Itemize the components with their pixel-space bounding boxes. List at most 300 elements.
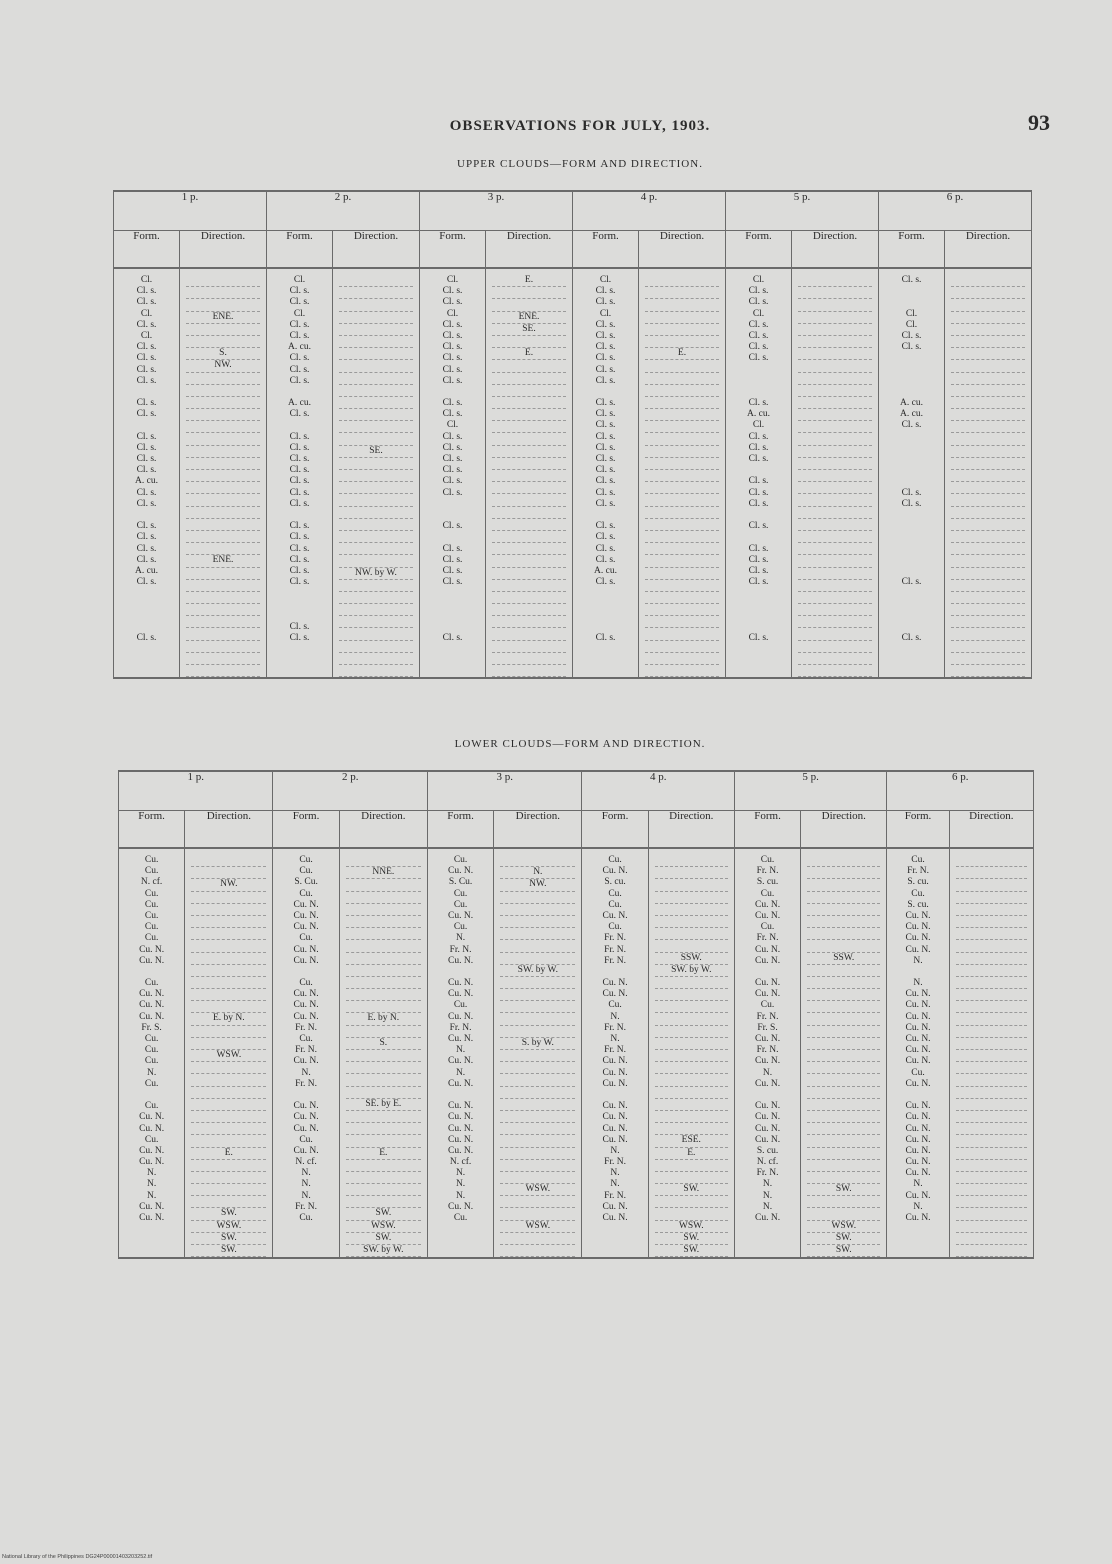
direction-entry — [339, 433, 413, 445]
direction-entry — [191, 989, 266, 1001]
form-entry: Cl. — [599, 308, 612, 319]
direction-entry — [346, 1074, 421, 1086]
direction-entry — [500, 1074, 575, 1086]
lower-form-column — [734, 848, 800, 1258]
form-entry: Cu. N. — [905, 1101, 931, 1112]
direction-entry — [191, 953, 266, 965]
form-entry: Cu. N. — [448, 989, 474, 1000]
direction-entry — [645, 628, 719, 640]
form-entry: Cl. — [293, 308, 306, 319]
direction-entry: SW. — [655, 1245, 728, 1257]
direction-entry — [500, 1001, 575, 1013]
direction-entry — [951, 312, 1025, 324]
direction-entry — [492, 604, 566, 616]
form-entry: A. cu. — [747, 409, 770, 420]
direction-entry — [807, 928, 880, 940]
form-entry: Cu. — [144, 933, 159, 944]
direction-entry — [956, 965, 1027, 977]
form-entry: Cl. s. — [442, 465, 463, 476]
direction-entry — [191, 1026, 266, 1038]
direction-entry — [951, 665, 1025, 677]
form-entry: Cl. — [293, 275, 306, 285]
direction-entry — [339, 482, 413, 494]
form-entry: Cl. s. — [442, 431, 463, 442]
direction-entry — [191, 1074, 266, 1086]
form-entry: Cl. s. — [595, 409, 616, 420]
direction-entry — [191, 1184, 266, 1196]
direction-entry — [186, 494, 260, 506]
form-entry: Cu. N. — [448, 1101, 474, 1112]
form-entry: Cl. s. — [289, 297, 310, 308]
direction-entry — [500, 1245, 575, 1257]
direction-entry — [346, 1135, 421, 1147]
direction-entry — [798, 470, 872, 482]
direction-entry — [655, 1123, 728, 1135]
form-entry: Cu. N. — [755, 989, 781, 1000]
direction-entry — [807, 1013, 880, 1025]
direction-entry — [645, 409, 719, 421]
direction-entry — [500, 1123, 575, 1135]
direction-entry — [645, 397, 719, 409]
form-entry: Cl. s. — [289, 454, 310, 464]
form-entry: N. — [610, 1168, 620, 1179]
direction-entry — [346, 1026, 421, 1038]
form-entry: Cu. N. — [139, 1123, 165, 1134]
direction-entry — [951, 507, 1025, 519]
direction-entry — [655, 1196, 728, 1208]
form-entry: Cu. — [144, 922, 159, 933]
direction-entry — [186, 458, 260, 470]
form-entry: Cu. — [144, 910, 159, 921]
form-entry: Cl. s. — [748, 476, 769, 487]
form-header: Form. — [114, 231, 180, 269]
form-entry: Cl. s. — [289, 465, 310, 476]
form-entry: Cl. s. — [136, 286, 157, 297]
direction-entry: E. — [346, 1148, 421, 1160]
form-entry: Cu. N. — [905, 1045, 931, 1056]
direction-entry — [339, 494, 413, 506]
direction-entry — [956, 1148, 1027, 1160]
form-entry: Cu. N. — [905, 1157, 931, 1168]
direction-entry — [956, 1135, 1027, 1147]
form-entry: Cl. s. — [289, 521, 310, 532]
form-entry: Fr. N. — [449, 944, 472, 955]
direction-entry — [645, 592, 719, 604]
upper-form-column — [573, 268, 639, 678]
form-entry: Cu. N. — [755, 1213, 781, 1223]
direction-entry — [655, 916, 728, 928]
direction-entry — [798, 507, 872, 519]
form-entry: S. cu. — [907, 899, 929, 910]
direction-entry — [951, 299, 1025, 311]
direction-entry — [645, 312, 719, 324]
direction-entry: WSW. — [191, 1221, 266, 1233]
form-entry: Cu. N. — [448, 955, 474, 966]
direction-entry — [956, 1111, 1027, 1123]
form-entry: Cl. s. — [136, 577, 157, 588]
direction-entry — [807, 1087, 880, 1099]
direction-entry — [807, 867, 880, 879]
form-entry: Cu. N. — [293, 1056, 319, 1067]
form-entry: Fr. N. — [756, 1045, 779, 1056]
direction-entry — [500, 989, 575, 1001]
direction-entry — [798, 580, 872, 592]
form-entry: N. — [146, 1190, 157, 1201]
direction-entry — [807, 1001, 880, 1013]
form-entry: Cl. s. — [595, 353, 616, 364]
direction-entry — [492, 433, 566, 445]
direction-entry — [655, 879, 728, 891]
form-entry — [114, 611, 179, 622]
form-entry: Cl. s. — [289, 353, 310, 364]
form-entry: Fr. N. — [604, 933, 627, 944]
form-entry: Cl. s. — [289, 532, 310, 543]
direction-entry — [346, 977, 421, 989]
form-entry — [726, 622, 791, 633]
form-entry — [726, 387, 791, 398]
upper-hour-row — [114, 191, 1032, 231]
form-entry — [879, 611, 944, 622]
form-entry: Cl. — [752, 275, 765, 285]
form-entry — [726, 376, 791, 387]
direction-entry — [339, 409, 413, 421]
direction-entry — [346, 1196, 421, 1208]
form-entry — [879, 443, 944, 454]
form-entry: Cu. — [608, 922, 622, 933]
direction-entry — [956, 928, 1027, 940]
direction-entry — [186, 653, 260, 665]
upper-clouds-table — [113, 190, 1032, 679]
lower-hour-1p: 1 p. — [119, 771, 273, 811]
form-entry: Cl. s. — [442, 398, 463, 409]
direction-entry — [798, 433, 872, 445]
form-entry: Cu. — [608, 1000, 622, 1011]
form-entry: Cl. s. — [136, 543, 157, 554]
direction-entry — [645, 531, 719, 543]
form-entry: Cl. s. — [136, 442, 157, 453]
direction-entry: SW. — [346, 1233, 421, 1245]
form-entry: Cl. s. — [748, 565, 769, 576]
form-entry: Cu. — [299, 888, 313, 899]
form-entry: N. — [762, 1201, 773, 1212]
direction-entry — [951, 397, 1025, 409]
direction-entry — [798, 397, 872, 409]
direction-entry — [500, 977, 575, 989]
direction-entry: SW. — [191, 1233, 266, 1245]
form-entry — [573, 588, 638, 599]
direction-entry — [645, 494, 719, 506]
form-entry — [420, 588, 485, 599]
direction-entry — [645, 482, 719, 494]
direction-entry — [492, 555, 566, 567]
direction-entry — [951, 616, 1025, 628]
direction-entry — [807, 855, 880, 867]
direction-entry — [339, 519, 413, 531]
form-entry: Cl. s. — [442, 442, 463, 453]
form-entry: Cl. s. — [748, 554, 769, 565]
lower-form-column — [582, 848, 648, 1258]
form-entry: Cl. s. — [901, 577, 922, 588]
lower-direction-column — [949, 848, 1033, 1258]
form-entry: Cl. s. — [901, 633, 922, 643]
direction-entry — [492, 507, 566, 519]
direction-entry — [500, 1135, 575, 1147]
direction-entry — [186, 543, 260, 555]
form-entry: Cu. — [144, 1056, 159, 1067]
form-entry — [273, 967, 338, 978]
form-entry: Cu. N. — [755, 978, 781, 989]
form-entry: Cu. N. — [602, 1101, 628, 1112]
form-entry: Cu. — [760, 922, 775, 933]
form-entry: Cl. s. — [136, 353, 157, 364]
direction-entry — [655, 1111, 728, 1123]
form-entry: Fr. S. — [141, 1022, 162, 1033]
form-entry: Cu. — [144, 888, 159, 899]
upper-direction-column — [945, 268, 1032, 678]
form-entry — [573, 622, 638, 633]
form-entry: Cl. s. — [595, 364, 616, 375]
form-entry: Cl. s. — [595, 633, 616, 643]
form-entry — [428, 1090, 493, 1101]
form-entry: Cu. — [299, 933, 313, 944]
direction-entry — [807, 1038, 880, 1050]
direction-entry: SW. — [807, 1233, 880, 1245]
form-entry: Cl. s. — [748, 398, 769, 409]
lower-hour-row — [119, 771, 1034, 811]
form-entry: Cu. — [453, 922, 468, 933]
direction-entry — [500, 940, 575, 952]
direction-entry: WSW. — [500, 1184, 575, 1196]
direction-entry — [339, 348, 413, 360]
direction-entry — [186, 592, 260, 604]
form-entry — [267, 510, 332, 521]
direction-entry — [500, 1099, 575, 1111]
form-entry: Cl. s. — [595, 420, 616, 431]
direction-entry: SW. — [346, 1208, 421, 1220]
direction-entry — [956, 1208, 1027, 1220]
form-entry — [879, 432, 944, 443]
form-entry: Cl. s. — [595, 498, 616, 509]
direction-entry — [798, 653, 872, 665]
direction-entry — [645, 507, 719, 519]
form-entry: Cu. — [144, 1101, 159, 1112]
direction-entry — [346, 1123, 421, 1135]
direction-entry: SW. — [655, 1233, 728, 1245]
direction-entry: WSW. — [655, 1221, 728, 1233]
form-entry — [879, 365, 944, 376]
direction-entry — [492, 385, 566, 397]
direction-entry — [500, 1062, 575, 1074]
direction-entry — [191, 867, 266, 879]
direction-header: Direction. — [949, 811, 1033, 849]
form-entry: Cu. — [299, 1134, 313, 1145]
direction-entry — [339, 555, 413, 567]
direction-entry — [339, 299, 413, 311]
form-entry: Cl. s. — [289, 409, 310, 420]
direction-entry: WSW. — [191, 1050, 266, 1062]
direction-entry — [951, 604, 1025, 616]
direction-entry — [807, 1099, 880, 1111]
form-entry: Cu. — [144, 1078, 159, 1089]
direction-entry — [655, 1087, 728, 1099]
direction-entry — [339, 470, 413, 482]
form-entry — [573, 510, 638, 521]
direction-entry — [956, 892, 1027, 904]
direction-entry — [191, 892, 266, 904]
direction-entry — [951, 470, 1025, 482]
form-entry: Cl. s. — [595, 521, 616, 532]
form-entry — [887, 967, 948, 978]
upper-hour-1p: 1 p. — [114, 191, 267, 231]
direction-entry — [807, 1111, 880, 1123]
form-entry: Cl. s. — [595, 465, 616, 476]
form-entry: Cu. N. — [448, 978, 474, 989]
form-entry: Cl. s. — [595, 543, 616, 554]
form-entry — [573, 599, 638, 610]
form-entry: Cu. — [911, 1067, 925, 1078]
form-entry: Cl. s. — [136, 487, 157, 498]
lower-form-column — [887, 848, 949, 1258]
form-entry — [879, 376, 944, 387]
direction-entry — [798, 287, 872, 299]
form-entry: N. — [610, 1145, 620, 1156]
form-entry: Cl. s. — [595, 297, 616, 308]
direction-entry — [191, 928, 266, 940]
direction-entry — [807, 1160, 880, 1172]
direction-entry — [655, 1050, 728, 1062]
form-entry: Cl. s. — [136, 398, 157, 409]
upper-hour-3p: 3 p. — [420, 191, 573, 231]
direction-entry — [500, 953, 575, 965]
direction-entry — [346, 1087, 421, 1099]
direction-entry — [500, 1111, 575, 1123]
form-entry: Cu. N. — [905, 1123, 931, 1134]
direction-entry — [655, 1062, 728, 1074]
form-entry: Cl. s. — [442, 577, 463, 588]
direction-entry — [500, 1196, 575, 1208]
form-entry: Cu. — [144, 1034, 159, 1044]
direction-entry — [951, 373, 1025, 385]
direction-entry — [807, 1135, 880, 1147]
form-entry: Cu. N. — [448, 1134, 474, 1145]
form-entry — [879, 297, 944, 308]
direction-entry — [500, 1172, 575, 1184]
direction-entry — [191, 1123, 266, 1135]
form-header: Form. — [273, 811, 339, 849]
direction-entry — [655, 989, 728, 1001]
direction-entry — [807, 1026, 880, 1038]
form-entry: N. — [455, 933, 466, 944]
form-entry: Cl. s. — [901, 275, 922, 285]
direction-entry: WSW. — [500, 1221, 575, 1233]
form-entry: N. — [762, 1179, 773, 1190]
form-entry: Cu. — [299, 855, 313, 865]
direction-entry: SSW. — [655, 953, 728, 965]
direction-entry — [186, 604, 260, 616]
form-entry: Cl. s. — [442, 454, 463, 464]
direction-entry — [798, 409, 872, 421]
direction-entry — [798, 360, 872, 372]
form-entry: Fr. N. — [604, 955, 627, 966]
direction-entry — [951, 653, 1025, 665]
direction-entry — [492, 446, 566, 458]
direction-entry: E. — [492, 348, 566, 360]
form-entry: Cu. N. — [139, 1112, 165, 1123]
direction-entry — [951, 592, 1025, 604]
direction-entry — [339, 324, 413, 336]
direction-entry — [655, 1208, 728, 1220]
form-entry: Cl. s. — [136, 431, 157, 442]
direction-entry — [956, 1050, 1027, 1062]
form-entry — [879, 286, 944, 297]
direction-entry — [798, 592, 872, 604]
form-entry: Cl. s. — [442, 353, 463, 364]
form-entry: S. cu. — [604, 877, 626, 888]
form-entry — [573, 387, 638, 398]
form-entry: Cl. s. — [289, 487, 310, 498]
direction-entry — [798, 312, 872, 324]
direction-entry — [956, 1233, 1027, 1245]
form-entry: Cu. N. — [905, 989, 931, 1000]
form-entry: Fr. N. — [756, 933, 779, 944]
form-entry: Cl. — [905, 308, 918, 319]
form-entry: Cl. — [140, 275, 153, 285]
form-entry: Cl. s. — [595, 342, 616, 353]
direction-entry — [492, 373, 566, 385]
form-entry — [726, 532, 791, 543]
form-entry: Cl. s. — [136, 521, 157, 532]
form-entry: Cu. N. — [755, 1034, 781, 1044]
direction-entry — [951, 531, 1025, 543]
direction-entry — [191, 1001, 266, 1013]
form-entry: Cu. N. — [293, 899, 319, 910]
form-entry: N. — [455, 1179, 466, 1190]
form-entry — [114, 387, 179, 398]
form-entry: Cu. N. — [139, 1157, 165, 1168]
upper-direction-column — [180, 268, 267, 678]
form-entry: Cu. — [144, 1045, 159, 1056]
form-entry: N. — [455, 1190, 466, 1201]
direction-entry: E. — [655, 1148, 728, 1160]
form-entry: N. — [301, 1168, 311, 1179]
direction-entry — [346, 989, 421, 1001]
form-entry — [879, 465, 944, 476]
form-header: Form. — [887, 811, 949, 849]
direction-entry — [655, 1038, 728, 1050]
upper-hour-4p: 4 p. — [573, 191, 726, 231]
direction-entry — [645, 616, 719, 628]
direction-entry — [500, 928, 575, 940]
direction-entry — [492, 409, 566, 421]
form-entry: N. — [762, 1190, 773, 1201]
form-entry: Fr. N. — [604, 1045, 627, 1056]
form-entry: Cl. — [599, 275, 612, 285]
form-entry: Cu. — [144, 855, 159, 865]
direction-entry — [655, 892, 728, 904]
form-entry: Cl. s. — [442, 364, 463, 375]
form-entry: Cl. s. — [901, 330, 922, 341]
form-entry: Cu. — [453, 1000, 468, 1011]
form-entry: Fr. N. — [756, 1168, 779, 1179]
direction-entry — [339, 616, 413, 628]
direction-entry — [956, 977, 1027, 989]
direction-entry — [492, 519, 566, 531]
form-entry: Cu. N. — [602, 910, 628, 921]
direction-entry — [956, 1026, 1027, 1038]
direction-entry: E. by N. — [191, 1013, 266, 1025]
form-entry: Cu. N. — [905, 1213, 931, 1223]
direction-entry — [492, 665, 566, 677]
